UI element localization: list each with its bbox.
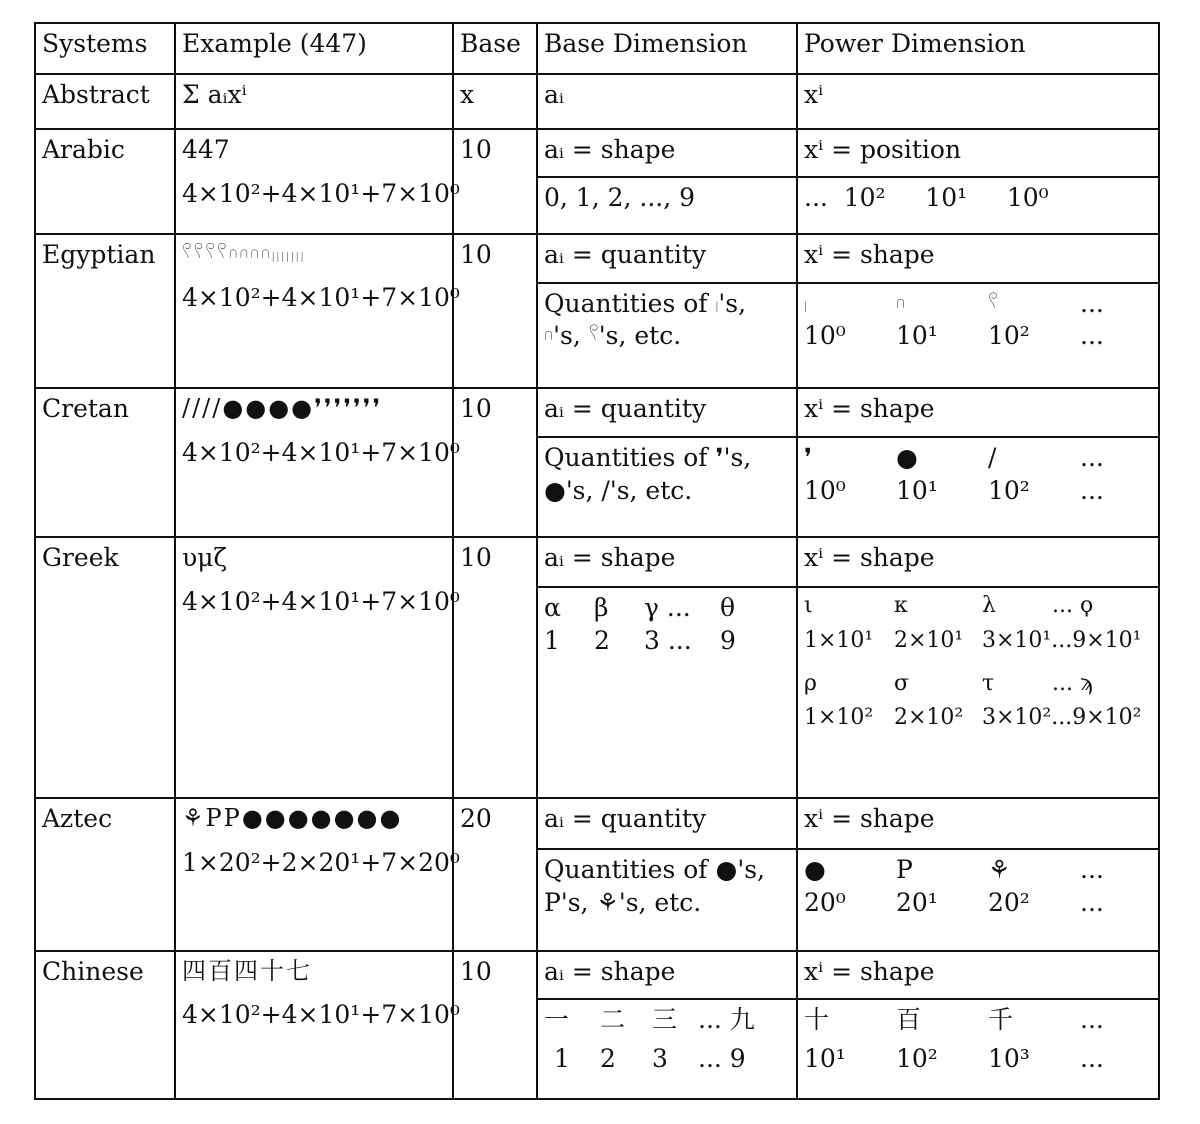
base-cell: 10 bbox=[453, 951, 537, 1099]
power-values bbox=[804, 320, 1152, 353]
base-numbers bbox=[544, 1043, 790, 1076]
power-dimension-values bbox=[797, 437, 1159, 536]
power-symbol: ... ϡ bbox=[1052, 670, 1093, 696]
example-formula: 4×10²+4×10¹+7×10⁰ bbox=[182, 283, 460, 313]
example-cell bbox=[175, 388, 460, 536]
power-symbol: ● bbox=[896, 443, 918, 473]
power-symbol: σ bbox=[894, 670, 910, 696]
base-number: 2 bbox=[594, 625, 610, 655]
base-cell: x bbox=[453, 74, 537, 129]
power-value: ... bbox=[1080, 887, 1104, 917]
table-row-arabic bbox=[35, 129, 1159, 178]
base-number: 3 bbox=[652, 1043, 668, 1073]
power-dimension-values: ... 10² 10¹ 10⁰ bbox=[797, 177, 1159, 234]
power-dimension-cell: xⁱ bbox=[797, 74, 1159, 129]
power-symbol: λ bbox=[982, 593, 996, 619]
power-dimension-definition: xⁱ = shape bbox=[797, 388, 1159, 437]
power-value: 10² bbox=[988, 321, 1030, 351]
base-symbol: γ ... bbox=[644, 593, 691, 623]
base-dimension-values-line-1: Quantities of ●'s, bbox=[544, 855, 765, 885]
base-dimension-values bbox=[537, 999, 797, 1099]
power-values-hundreds bbox=[804, 704, 1152, 733]
base-cell: 10 bbox=[453, 388, 537, 536]
base-cell: 10 bbox=[453, 234, 537, 388]
base-dimension-values-line-1: Quantities of 𓏺's, bbox=[544, 288, 747, 318]
power-symbol: ... bbox=[1080, 443, 1104, 473]
power-dimension-values bbox=[797, 283, 1159, 389]
base-dimension-definition: aᵢ = quantity bbox=[537, 798, 797, 849]
base-cell: 20 bbox=[453, 798, 537, 950]
base-dimension-values bbox=[537, 587, 797, 798]
power-value: ... bbox=[1080, 475, 1104, 505]
base-dimension-values bbox=[537, 283, 797, 389]
table-row-egyptian bbox=[35, 234, 1159, 283]
example-cell: Σ aᵢxⁱ bbox=[175, 74, 453, 129]
header-base: Base bbox=[453, 23, 537, 74]
header-example: Example (447) bbox=[175, 23, 453, 74]
example-formula: 1×20²+2×20¹+7×20⁰ bbox=[182, 847, 460, 877]
base-symbol: θ bbox=[720, 593, 736, 623]
base-symbol: ... 九 bbox=[698, 1005, 755, 1035]
power-dimension-values bbox=[797, 849, 1159, 951]
power-value: 1×10² bbox=[804, 705, 874, 731]
base-dimension-definition: aᵢ = quantity bbox=[537, 388, 797, 437]
power-dimension-values bbox=[797, 587, 1159, 798]
power-value: 10¹ bbox=[896, 321, 938, 351]
power-symbol: 𓎆 bbox=[896, 288, 906, 318]
system-name: Aztec bbox=[35, 798, 175, 950]
base-numbers bbox=[544, 625, 790, 658]
power-symbol: ... bbox=[1080, 855, 1104, 885]
number-systems-table bbox=[34, 22, 1160, 1100]
table-row-chinese bbox=[35, 951, 1159, 1000]
base-dimension-values-line-2: P's, ⚘'s, etc. bbox=[544, 887, 702, 917]
base-cell: 10 bbox=[453, 129, 537, 235]
example-symbol: ⚘PP●●●●●●● bbox=[182, 804, 403, 833]
example-formula: 4×10²+4×10¹+7×10⁰ bbox=[182, 999, 460, 1029]
table-row-aztec bbox=[35, 798, 1159, 849]
power-values bbox=[804, 475, 1152, 508]
power-value: ... bbox=[1080, 1043, 1104, 1073]
base-dimension-values-line-2: ●'s, /'s, etc. bbox=[544, 475, 693, 505]
base-dimension-definition: aᵢ = shape bbox=[537, 537, 797, 588]
base-dimension-values-line-2: 𓎆's, 𓍢's, etc. bbox=[544, 321, 682, 351]
power-symbols bbox=[804, 442, 1152, 475]
power-value: 20¹ bbox=[896, 887, 938, 917]
table-row-greek bbox=[35, 537, 1159, 588]
power-symbol: 𓏺 bbox=[804, 288, 807, 318]
base-dimension-values: 0, 1, 2, ..., 9 bbox=[537, 177, 797, 234]
base-dimension-cell: aᵢ bbox=[537, 74, 797, 129]
base-symbol: 一 bbox=[544, 1005, 570, 1035]
power-dimension-definition: xⁱ = shape bbox=[797, 537, 1159, 588]
example-symbol: υμζ bbox=[182, 542, 227, 572]
table-row-cretan bbox=[35, 388, 1159, 437]
power-value: 20⁰ bbox=[804, 887, 846, 917]
example-symbol: 四百四十七 bbox=[182, 956, 312, 985]
power-value: 2×10² bbox=[894, 705, 964, 731]
power-symbol: 十 bbox=[804, 1005, 830, 1035]
power-dimension-definition: xⁱ = position bbox=[797, 129, 1159, 178]
base-dimension-values bbox=[537, 437, 797, 536]
power-symbols bbox=[804, 1004, 1152, 1037]
example-cell bbox=[175, 129, 460, 235]
power-value: 10¹ bbox=[896, 475, 938, 505]
power-symbol: / bbox=[988, 443, 997, 473]
power-values bbox=[804, 1043, 1152, 1076]
power-value: ... bbox=[1080, 321, 1104, 351]
base-number: 1 bbox=[544, 625, 560, 655]
power-symbol: 百 bbox=[896, 1005, 922, 1035]
power-value: 3×10¹...9×10¹ bbox=[982, 627, 1142, 653]
base-number: 1 bbox=[554, 1043, 570, 1073]
base-symbols bbox=[544, 592, 790, 625]
base-cell: 10 bbox=[453, 537, 537, 799]
base-dimension-definition: aᵢ = shape bbox=[537, 129, 797, 178]
power-values-tens bbox=[804, 627, 1152, 656]
power-symbol: τ bbox=[982, 670, 995, 696]
power-symbol: ❜ bbox=[804, 443, 813, 473]
base-symbol: α bbox=[544, 593, 561, 623]
example-cell bbox=[175, 537, 460, 799]
power-symbol: ⚘ bbox=[988, 855, 1011, 885]
power-symbol: ... bbox=[1080, 1005, 1104, 1035]
power-value: 1×10¹ bbox=[804, 627, 874, 653]
base-dimension-definition: aᵢ = quantity bbox=[537, 234, 797, 283]
example-formula: 4×10²+4×10¹+7×10⁰ bbox=[182, 437, 460, 467]
power-symbol: κ bbox=[894, 593, 908, 619]
power-value: 10¹ bbox=[804, 1043, 846, 1073]
power-value: 2×10¹ bbox=[894, 627, 964, 653]
header-power-dimension: Power Dimension bbox=[797, 23, 1159, 74]
power-value: 3×10²...9×10² bbox=[982, 705, 1142, 731]
power-symbols bbox=[804, 288, 1152, 321]
base-dimension-values bbox=[537, 849, 797, 951]
example-cell bbox=[175, 234, 460, 388]
power-value: 10⁰ bbox=[804, 475, 846, 505]
power-value: 10³ bbox=[988, 1043, 1030, 1073]
example-formula: 4×10²+4×10¹+7×10⁰ bbox=[182, 179, 460, 209]
power-symbols-tens bbox=[804, 592, 1152, 621]
header-row bbox=[35, 23, 1159, 74]
system-name: Egyptian bbox=[35, 234, 175, 388]
power-values bbox=[804, 887, 1152, 920]
power-symbol: 𓍢 bbox=[988, 288, 999, 318]
example-symbol: ////●●●●❜❜❜❜❜❜❜ bbox=[182, 394, 383, 423]
base-number: ... 9 bbox=[698, 1043, 746, 1073]
example-cell bbox=[175, 951, 460, 1099]
example-symbol: 𓍢𓍢𓍢𓍢𓎆𓎆𓎆𓎆𓏺𓏺𓏺𓏺𓏺𓏺𓏺 bbox=[182, 240, 306, 269]
header-base-dimension: Base Dimension bbox=[537, 23, 797, 74]
base-number: 9 bbox=[720, 625, 736, 655]
system-name: Cretan bbox=[35, 388, 175, 536]
power-value: 10⁰ bbox=[804, 321, 846, 351]
base-dimension-definition: aᵢ = shape bbox=[537, 951, 797, 1000]
system-name: Greek bbox=[35, 537, 175, 799]
base-symbol: β bbox=[594, 593, 609, 623]
base-dimension-values-line-1: Quantities of ❜'s, bbox=[544, 443, 752, 473]
system-name: Chinese bbox=[35, 951, 175, 1099]
example-formula: 4×10²+4×10¹+7×10⁰ bbox=[182, 587, 460, 617]
power-symbol: ρ bbox=[804, 670, 817, 696]
power-symbol: ... ϙ bbox=[1052, 593, 1094, 619]
power-dimension-definition: xⁱ = shape bbox=[797, 798, 1159, 849]
example-cell bbox=[175, 798, 460, 950]
power-dimension-definition: xⁱ = shape bbox=[797, 234, 1159, 283]
base-symbols bbox=[544, 1004, 790, 1037]
table-row-abstract bbox=[35, 74, 1159, 129]
power-value: 10² bbox=[896, 1043, 938, 1073]
example-symbol: 447 bbox=[182, 134, 230, 164]
power-symbol: ● bbox=[804, 855, 826, 885]
power-symbols bbox=[804, 854, 1152, 887]
power-dimension-values bbox=[797, 999, 1159, 1099]
power-value: 10² bbox=[988, 475, 1030, 505]
base-symbol: 三 bbox=[652, 1005, 678, 1035]
power-symbol: P bbox=[896, 855, 913, 885]
system-name: Arabic bbox=[35, 129, 175, 235]
system-name: Abstract bbox=[35, 74, 175, 129]
power-dimension-definition: xⁱ = shape bbox=[797, 951, 1159, 1000]
power-value: 20² bbox=[988, 887, 1030, 917]
power-symbol: ι bbox=[804, 593, 813, 619]
power-symbol: 千 bbox=[988, 1005, 1014, 1035]
header-systems: Systems bbox=[35, 23, 175, 74]
power-symbol: ... bbox=[1080, 288, 1104, 318]
power-symbols-hundreds bbox=[804, 670, 1152, 699]
base-number: 2 bbox=[600, 1043, 616, 1073]
base-number: 3 ... bbox=[644, 625, 692, 655]
base-symbol: 二 bbox=[600, 1005, 626, 1035]
